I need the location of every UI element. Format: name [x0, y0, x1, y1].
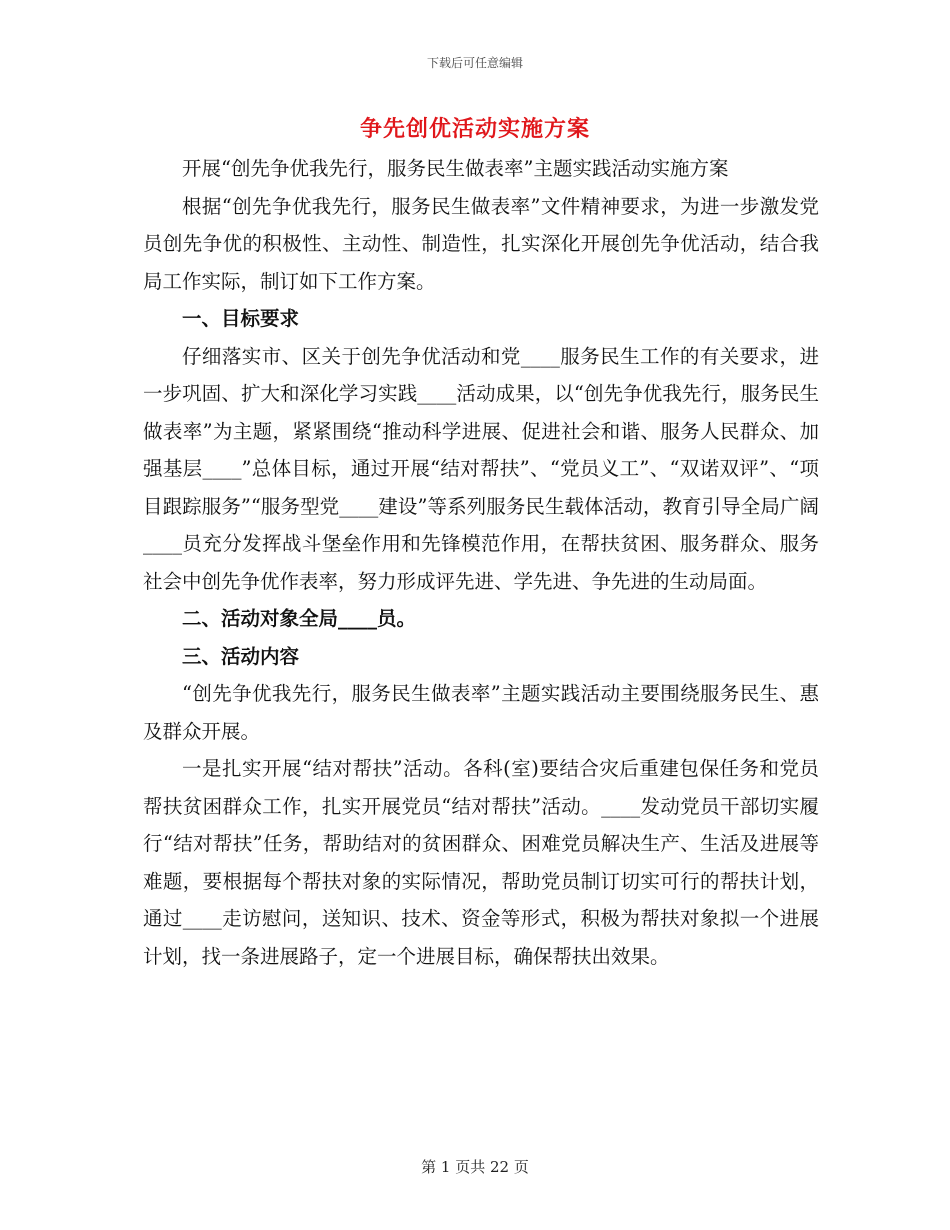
body-paragraph: “创先争优我先行，服务民生做表率”主题实践活动主要围绕服务民生、惠及群众开展。	[143, 682, 819, 743]
document-body	[143, 150, 819, 975]
body-paragraph: 一是扎实开展“结对帮扶”活动。各科(室)要结合灾后重建包保任务和党员帮扶贫困群众工作，扎实开展党员“结对帮扶”活动。____发动党员干部切实履行“结对帮扶”任务，帮助结对的贫困群众、困难党员解决生产、生活及进展等难题，要根据每个帮扶对象的实际情况，帮助党员制订切实可行的帮扶计划，通过____走访慰问，送知识、技术、资金等形式，积极为帮扶对象拟一个进展计划，找一条进展路子，定一个进展目标，确保帮扶出效果。	[143, 757, 819, 968]
page-footer: 第 1 页共 22 页	[421, 1158, 529, 1176]
body-paragraph: 开展“创先争优我先行，服务民生做表率”主题实践活动实施方案	[182, 157, 729, 180]
section-heading: 二、活动对象全局____员。	[182, 607, 417, 630]
body-paragraph: 根据“创先争优我先行，服务民生做表率”文件精神要求，为进一步激发党员创先争优的积极性、主动性、制造性，扎实深化开展创先争优活动，结合我局工作实际，制订如下工作方案。	[143, 194, 819, 293]
section-heading: 一、目标要求	[182, 307, 300, 330]
section-heading: 三、活动内容	[182, 644, 300, 668]
document-title: 争先创优活动实施方案	[359, 116, 590, 142]
body-paragraph: 仔细落实市、区关于创先争优活动和党____服务民生工作的有关要求，进一步巩固、扩大和深化学习实践____活动成果，以“创先争优我先行，服务民生做表率”为主题，紧紧围绕“推动科学进展、促进社会和谐、服务人民群众、加强基层____”总体目标，通过开展“结对帮扶”、“党员义工”、“双诺双评”、“项目跟踪服务”“服务型党____建设”等系列服务民生载体活动，教育引导全局广阔____员充分发挥战斗堡垒作用和先锋模范作用，在帮扶贫困、服务群众、服务社会中创先争优作表率，努力形成评先进、学先进、争先进的生动局面。	[143, 344, 819, 593]
header-note: 下载后可任意编辑	[426, 56, 523, 70]
